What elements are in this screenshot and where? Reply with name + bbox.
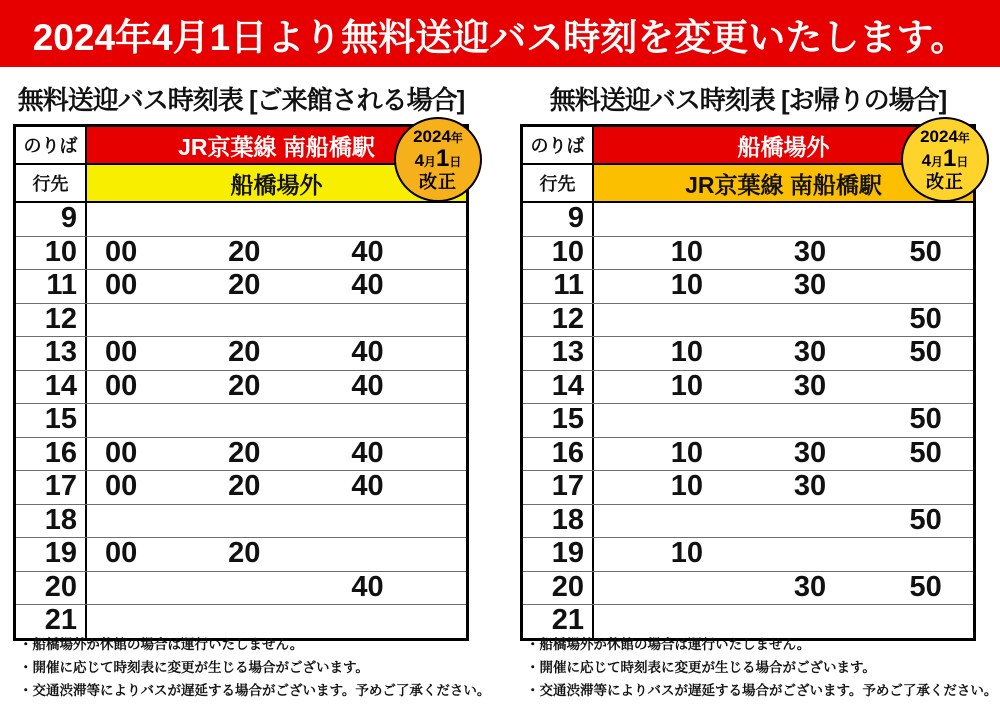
badge-revision-label: 改正 bbox=[419, 172, 457, 192]
minutes-area bbox=[87, 404, 466, 437]
hour-cell: 20 bbox=[523, 572, 594, 605]
note-line: ・開催に応じて時刻表に変更が生じる場合がございます。 bbox=[19, 660, 369, 675]
timetable-row bbox=[16, 537, 466, 571]
note-line: ・交通渋滞等によりバスが遅延する場合がございます。予めご了承ください。 bbox=[19, 683, 491, 698]
minutes-area bbox=[87, 337, 466, 370]
minute-cell: 00 bbox=[104, 336, 138, 368]
minute-cell: 30 bbox=[793, 269, 827, 301]
minute-cell: 50 bbox=[909, 503, 942, 536]
timetable-row bbox=[16, 504, 466, 538]
badge-year-line: 2024年 bbox=[413, 127, 463, 146]
hour-cell: 21 bbox=[523, 605, 594, 638]
minutes-area bbox=[594, 538, 973, 571]
destination-label-cell: 行先 bbox=[523, 165, 594, 201]
destination-value-cell: 船橋場外 bbox=[87, 165, 466, 201]
boarding-value-cell: JR京葉線 南船橋駅 bbox=[87, 127, 466, 163]
timetable-row bbox=[523, 336, 973, 370]
hour-cell: 18 bbox=[16, 505, 87, 538]
minute-cell: 40 bbox=[351, 336, 384, 368]
minute-cell: 10 bbox=[670, 235, 703, 268]
minute-cell: 10 bbox=[670, 336, 703, 368]
minutes-area bbox=[87, 270, 466, 303]
destination-label-cell: 行先 bbox=[16, 165, 87, 201]
hour-cell: 21 bbox=[16, 605, 87, 638]
minute-cell: 30 bbox=[793, 235, 827, 268]
minute-cell: 30 bbox=[793, 470, 827, 502]
minute-cell: 00 bbox=[104, 235, 138, 268]
hour-cell: 11 bbox=[16, 270, 87, 303]
timetable-row bbox=[16, 370, 466, 404]
boarding-value-cell: 船橋場外 bbox=[594, 127, 973, 163]
note-line: ・船橋場外が休館の場合は運行いたしません。 bbox=[19, 637, 304, 652]
minute-cell: 30 bbox=[793, 436, 827, 469]
hour-cell: 13 bbox=[16, 337, 87, 370]
minute-cell: 40 bbox=[351, 470, 384, 502]
hour-cell: 12 bbox=[523, 304, 594, 337]
timetable-row bbox=[16, 336, 466, 370]
hour-cell: 16 bbox=[523, 438, 594, 471]
timetable-row bbox=[523, 269, 973, 303]
timetable-row bbox=[523, 303, 973, 337]
hour-cell: 11 bbox=[523, 270, 594, 303]
minute-cell: 00 bbox=[104, 436, 138, 469]
return-timetable bbox=[520, 124, 976, 641]
badge-date-line: 4月1日 bbox=[921, 145, 969, 172]
minutes-area bbox=[87, 237, 466, 270]
hour-cell: 17 bbox=[16, 471, 87, 504]
minutes-area bbox=[594, 404, 973, 437]
badge-revision-label: 改正 bbox=[926, 172, 964, 192]
minute-cell: 20 bbox=[228, 470, 261, 502]
return-title: 無料送迎バス時刻表 [お帰りの場合] bbox=[549, 85, 947, 115]
hour-cell: 10 bbox=[16, 237, 87, 270]
minute-cell: 40 bbox=[351, 269, 384, 301]
minute-cell: 40 bbox=[351, 436, 384, 469]
timetable-row bbox=[16, 236, 466, 270]
minutes-area bbox=[594, 505, 973, 538]
revision-badge bbox=[901, 117, 989, 202]
minutes-area bbox=[87, 471, 466, 504]
minute-cell: 00 bbox=[104, 470, 138, 502]
boarding-label-cell: のりば bbox=[16, 127, 87, 163]
boarding-label-cell: のりば bbox=[523, 127, 594, 163]
hour-cell: 19 bbox=[523, 538, 594, 571]
minutes-area bbox=[87, 572, 466, 605]
minutes-area bbox=[594, 304, 973, 337]
minute-cell: 10 bbox=[670, 436, 703, 469]
hour-cell: 10 bbox=[523, 237, 594, 270]
hour-cell: 19 bbox=[16, 538, 87, 571]
arrival-notes bbox=[19, 633, 491, 702]
timetable-row bbox=[523, 571, 973, 605]
timetable-row bbox=[16, 269, 466, 303]
note-line: ・交通渋滞等によりバスが遅延する場合がございます。予めご了承ください。 bbox=[526, 683, 998, 698]
minute-cell: 50 bbox=[909, 436, 942, 469]
timetable-row bbox=[16, 470, 466, 504]
banner-text: 2024年4月1日より無料送迎バス時刻を変更いたします。 bbox=[32, 16, 968, 58]
hour-cell: 16 bbox=[16, 438, 87, 471]
minutes-area bbox=[87, 505, 466, 538]
timetable-row bbox=[523, 203, 973, 236]
minutes-area bbox=[594, 371, 973, 404]
minute-cell: 30 bbox=[793, 336, 827, 368]
note-line: ・船橋場外が休館の場合は運行いたしません。 bbox=[526, 637, 811, 652]
badge-year-line: 2024年 bbox=[920, 127, 970, 146]
minute-cell: 50 bbox=[909, 302, 942, 335]
hour-cell: 18 bbox=[523, 505, 594, 538]
minute-cell: 20 bbox=[228, 537, 261, 569]
return-notes bbox=[526, 633, 998, 702]
minutes-area bbox=[87, 538, 466, 571]
timetable-row bbox=[16, 303, 466, 337]
arrival-title: 無料送迎バス時刻表 [ご来館される場合] bbox=[17, 85, 465, 115]
return-panel bbox=[520, 0, 998, 707]
minute-cell: 40 bbox=[351, 369, 384, 402]
arrival-panel bbox=[13, 0, 491, 707]
minutes-area bbox=[87, 438, 466, 471]
note-line: ・開催に応じて時刻表に変更が生じる場合がございます。 bbox=[526, 660, 876, 675]
minute-cell: 10 bbox=[670, 269, 703, 301]
hour-cell: 13 bbox=[523, 337, 594, 370]
hour-cell: 20 bbox=[16, 572, 87, 605]
timetable-row bbox=[523, 537, 973, 571]
timetable-row bbox=[523, 236, 973, 270]
timetable-row bbox=[16, 403, 466, 437]
minutes-area bbox=[87, 304, 466, 337]
minutes-area bbox=[594, 337, 973, 370]
timetable-row bbox=[16, 203, 466, 236]
hour-cell: 17 bbox=[523, 471, 594, 504]
timetable-row bbox=[523, 370, 973, 404]
minutes-area bbox=[594, 270, 973, 303]
return-timetable-body bbox=[523, 203, 973, 638]
timetable-row bbox=[523, 470, 973, 504]
hour-cell: 14 bbox=[16, 371, 87, 404]
badge-date-line: 4月1日 bbox=[414, 145, 462, 172]
timetable-row bbox=[16, 571, 466, 605]
minute-cell: 20 bbox=[228, 235, 261, 268]
minute-cell: 20 bbox=[228, 269, 261, 301]
destination-value-cell: JR京葉線 南船橋駅 bbox=[594, 165, 973, 201]
minute-cell: 10 bbox=[670, 470, 703, 502]
minutes-area bbox=[594, 572, 973, 605]
hour-cell: 12 bbox=[16, 304, 87, 337]
minutes-area bbox=[594, 203, 973, 236]
minute-cell: 30 bbox=[793, 369, 827, 402]
minute-cell: 50 bbox=[909, 570, 942, 603]
hour-cell: 9 bbox=[523, 203, 594, 236]
minute-cell: 50 bbox=[909, 403, 942, 435]
arrival-timetable bbox=[13, 124, 469, 641]
minute-cell: 10 bbox=[670, 369, 703, 402]
timetable-row bbox=[16, 437, 466, 471]
minute-cell: 20 bbox=[228, 336, 261, 368]
arrival-timetable-body bbox=[16, 203, 466, 638]
minute-cell: 20 bbox=[228, 436, 261, 469]
minute-cell: 20 bbox=[228, 369, 261, 402]
minute-cell: 40 bbox=[351, 235, 384, 268]
timetable-row bbox=[523, 437, 973, 471]
minutes-area bbox=[87, 203, 466, 236]
hour-cell: 14 bbox=[523, 371, 594, 404]
minutes-area bbox=[87, 371, 466, 404]
minute-cell: 50 bbox=[909, 235, 942, 268]
revision-badge bbox=[394, 117, 482, 202]
timetable-row bbox=[523, 504, 973, 538]
minute-cell: 10 bbox=[670, 537, 703, 569]
minute-cell: 00 bbox=[104, 269, 138, 301]
hour-cell: 9 bbox=[16, 203, 87, 236]
minutes-area bbox=[594, 471, 973, 504]
hour-cell: 15 bbox=[523, 404, 594, 437]
hour-cell: 15 bbox=[16, 404, 87, 437]
minute-cell: 40 bbox=[351, 570, 384, 603]
minutes-area bbox=[594, 237, 973, 270]
minutes-area bbox=[594, 438, 973, 471]
minute-cell: 50 bbox=[909, 336, 942, 368]
minute-cell: 00 bbox=[104, 369, 138, 402]
timetable-row bbox=[523, 403, 973, 437]
minute-cell: 00 bbox=[104, 537, 138, 569]
minute-cell: 30 bbox=[793, 570, 827, 603]
